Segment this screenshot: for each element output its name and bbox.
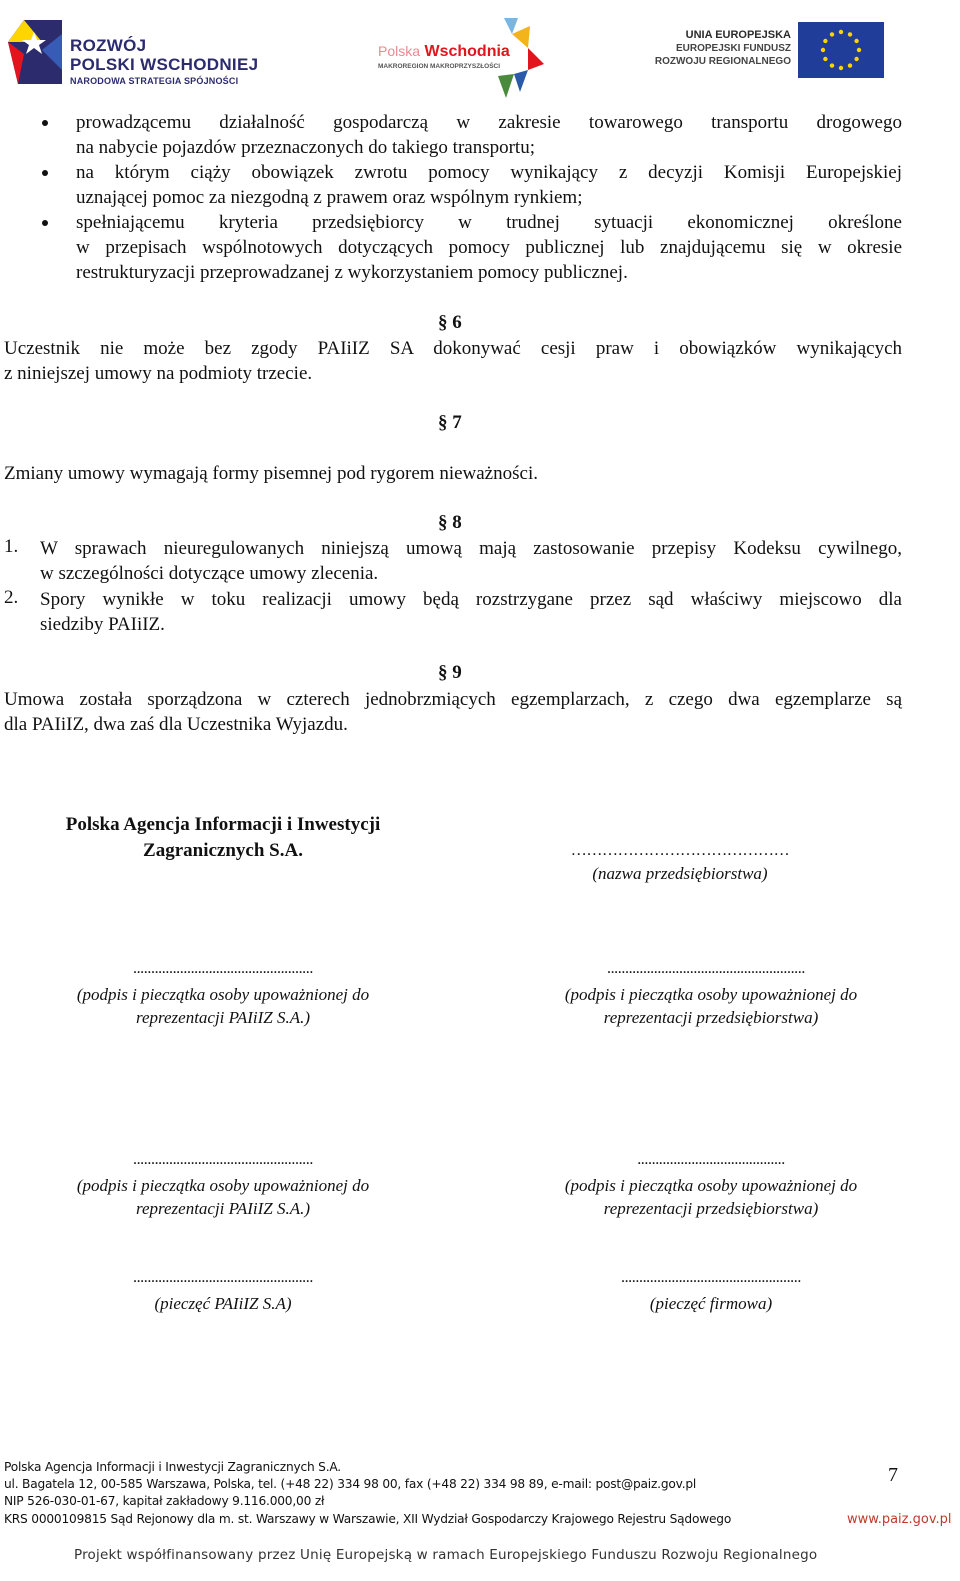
agency-name-line1: Polska Agencja Informacji i Inwestycji: [65, 814, 381, 835]
section-7-line1: Zmiany umowy wymagają formy pisemnej pod rygorem nieważności.: [4, 463, 538, 484]
left-signature-label-2a: (podpis i pieczątka osoby upoważnionej do: [76, 1176, 370, 1195]
footer-website-link[interactable]: www.paiz.gov.pl: [847, 1512, 952, 1527]
logo2-word-wschodnia: Wschodnia: [424, 43, 510, 60]
signature-block: [0, 810, 960, 1320]
section-7-heading: § 7: [438, 412, 462, 433]
footer-company-name: Polska Agencja Informacji i Inwestycji Zagranicznych S.A.: [4, 1460, 341, 1474]
section-8-item-2-line2: siedziby PAIiIZ.: [40, 614, 165, 635]
logo2-word-polska: Polska: [378, 43, 421, 59]
section-8-heading: § 8: [438, 512, 462, 533]
section-6-line1: Uczestnik nie może bez zgody PAIiIZ SA dokonywać cesji praw i obowiązków wynikających: [4, 338, 902, 359]
bullet-3-line3: restrukturyzacji przeprowadzanej z wykorzystaniem pomocy publicznej.: [76, 262, 628, 283]
left-signature-label-1a: (podpis i pieczątka osoby upoważnionej do: [76, 985, 370, 1004]
left-signature-label-2b: reprezentacji PAIiIZ S.A.): [135, 1199, 311, 1218]
left-signature-label-1b: reprezentacji PAIiIZ S.A.): [135, 1008, 311, 1027]
bullet-2-line1: na którym ciąży obowiązek zwrotu pomocy wynikający z decyzji Komisji Europejskiej: [76, 162, 902, 183]
left-stamp-label: (pieczęć PAIiIZ S.A): [154, 1294, 292, 1313]
agency-name-line2: Zagranicznych S.A.: [143, 840, 303, 861]
section-8-item-1-line2: w szczególności dotyczące umowy zlecenia.: [40, 563, 379, 584]
bullet-dot: [42, 170, 48, 176]
logo1-line3: NARODOWA STRATEGIA SPÓJNOŚCI: [70, 76, 239, 86]
header: [0, 0, 960, 105]
logo1-line1: ROZWÓJ: [70, 36, 147, 55]
section-6-heading: § 6: [438, 312, 462, 333]
left-signature-dots-1: ..................................................: [132, 960, 313, 977]
bullet-3-line1: spełniającemu kryteria przedsiębiorcy w trudnej sytuacji ekonomicznej określone: [76, 212, 902, 233]
section-8-item-1-number: 1.: [4, 536, 19, 557]
eu-logo-line2: EUROPEJSKI FUNDUSZ: [675, 43, 791, 54]
right-signature-label-1b: reprezentacji przedsiębiorstwa): [603, 1008, 819, 1027]
section-8-item-2-line1: Spory wynikłe w toku realizacji umowy będą rozstrzygane przez sąd właściwy miejscowo dla: [40, 589, 902, 610]
right-stamp-dots: ..................................................: [620, 1269, 801, 1286]
right-signature-dots-1: .......................................................: [606, 960, 805, 977]
footer-eu-cofinancing-note: Projekt współfinansowany przez Unię Europejską w ramach Europejskiego Funduszu Rozwoju Regionalnego: [74, 1547, 818, 1563]
eu-flag-icon: [798, 22, 884, 78]
bullet-dot: [42, 120, 48, 126]
bullet-3-line2: w przepisach wspólnotowych dotyczących pomocy publicznej lub znajdującemu się w okresie: [76, 237, 902, 258]
section-9-heading: § 9: [438, 662, 462, 683]
footer-krs: KRS 0000109815 Sąd Rejonowy dla m. st. Warszawy w Warszawie, XII Wydział Gospodarczy Krajowego Rejestru Sądowego: [4, 1512, 732, 1526]
eu-logo-line3: ROZWOJU REGIONALNEGO: [654, 56, 791, 67]
right-stamp-label: (pieczęć firmowa): [649, 1294, 773, 1313]
bullet-1-line1: prowadzącemu działalność gospodarczą w zakresie towarowego transportu drogowego: [76, 112, 902, 133]
company-name-dots: ……………………………………: [570, 842, 790, 859]
section-8-item-2-number: 2.: [4, 587, 19, 608]
rozwoj-polski-wschodniej-logo-icon: [4, 14, 66, 90]
bullet-2-line2: uznającej pomoc za niezgodną z prawem oraz wspólnym rynkiem;: [76, 187, 583, 208]
left-signature-dots-2: ..................................................: [132, 1151, 313, 1168]
company-name-label: (nazwa przedsiębiorstwa): [592, 864, 768, 883]
polska-wschodnia-arrow-icon: [484, 14, 546, 100]
eu-logo-line1: UNIA EUROPEJSKA: [685, 29, 791, 41]
page-number: 7: [888, 1464, 898, 1486]
right-signature-dots-2: .........................................: [637, 1151, 785, 1168]
section-9-line1: Umowa została sporządzona w czterech jednobrzmiących egzemplarzach, z czego dwa egzemplarze są: [4, 689, 902, 710]
section-6-line2: z niniejszej umowy na podmioty trzecie.: [4, 363, 313, 384]
left-stamp-dots: ..................................................: [132, 1269, 313, 1286]
logo2-line2: MAKROREGION MAKROPRZYSZŁOŚCI: [378, 63, 501, 70]
right-signature-label-2a: (podpis i pieczątka osoby upoważnionej do: [564, 1176, 858, 1195]
bullet-dot: [42, 220, 48, 226]
footer-nip: NIP 526-030-01-67, kapitał zakładowy 9.116.000,00 zł: [4, 1494, 325, 1508]
footer: [0, 1455, 960, 1581]
logo1-line2: POLSKI WSCHODNIEJ: [70, 55, 259, 74]
section-9-line2: dla PAIiIZ, dwa zaś dla Uczestnika Wyjazdu.: [4, 714, 348, 735]
right-signature-label-1a: (podpis i pieczątka osoby upoważnionej do: [564, 985, 858, 1004]
footer-address: ul. Bagatela 12, 00-585 Warszawa, Polska, tel. (+48 22) 334 98 00, fax (+48 22) 334 98 89, e-mail: post@paiz.gov.pl: [4, 1477, 697, 1491]
section-8-item-1-line1: W sprawach nieuregulowanych niniejszą umową mają zastosowanie przepisy Kodeksu cywilnego,: [40, 538, 902, 559]
bullet-1-line2: na nabycie pojazdów przeznaczonych do takiego transportu;: [76, 137, 535, 158]
right-signature-label-2b: reprezentacji przedsiębiorstwa): [603, 1199, 819, 1218]
